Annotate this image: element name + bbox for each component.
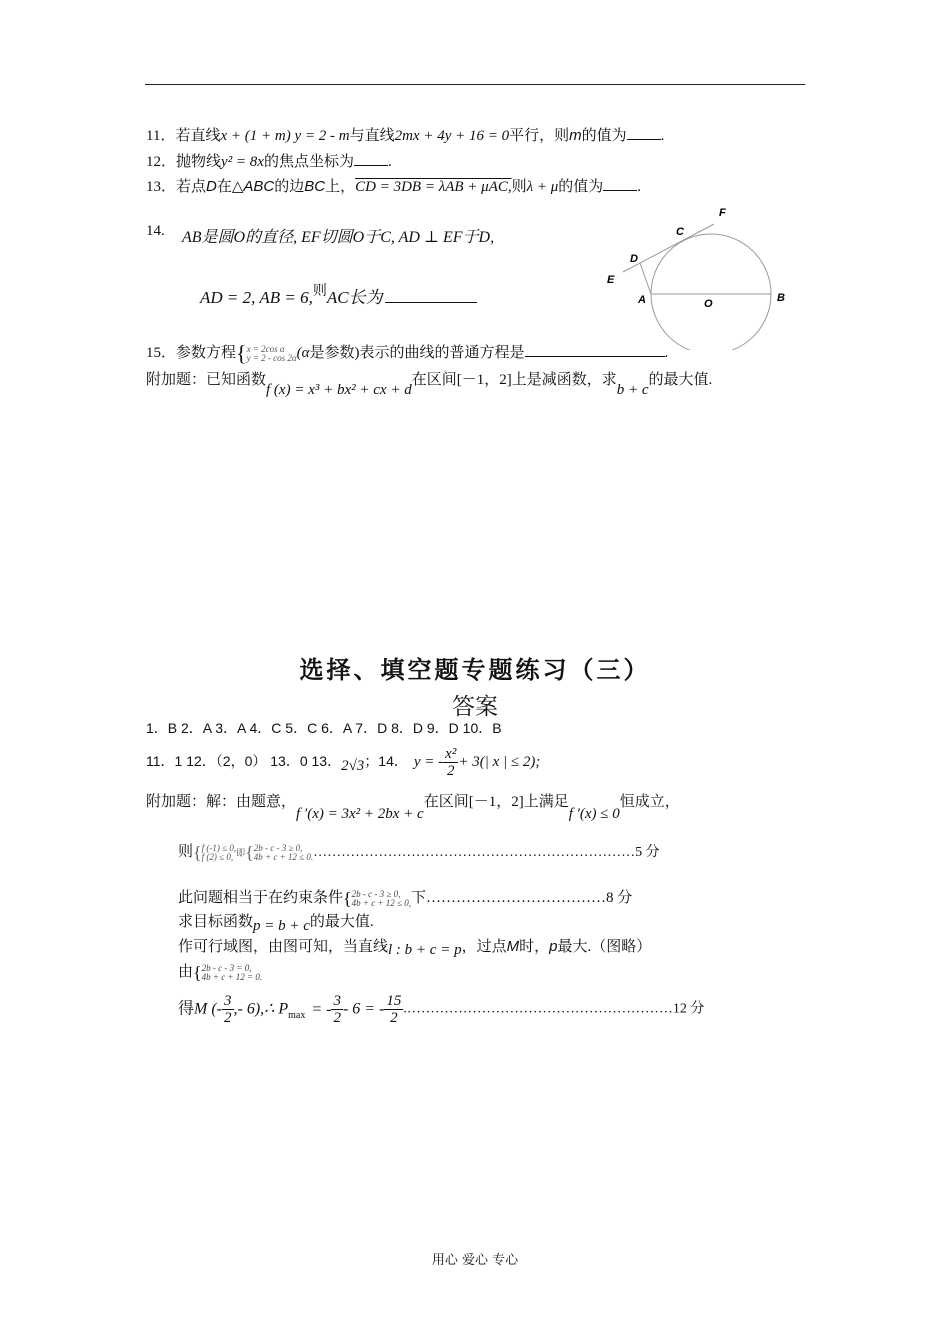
fraction-denominator: 2 [333, 1010, 341, 1026]
question-text: 的边 [274, 179, 305, 195]
solution-line-7 [178, 993, 704, 1026]
solution-text: 时， [519, 939, 550, 955]
answer-text: ；14． [364, 752, 408, 769]
fraction-denominator: 2 [390, 1010, 398, 1026]
math-expression: x + (1 + m) y = 2 - m [220, 128, 350, 144]
question-text: 则 [511, 179, 527, 195]
math-expression: b + c [616, 382, 649, 398]
math-expression: l : b + c = p [388, 942, 462, 958]
parametric-system [247, 345, 297, 363]
question-number: 14. [146, 223, 165, 239]
fraction-numerator: 3 [333, 993, 341, 1009]
system-line: 4b + c + 12 ≤ 0, [351, 897, 411, 908]
question-13 [146, 176, 641, 196]
math-expression: AC长为 [326, 288, 383, 307]
answers-line-1: 1．B 2．A 3．A 4．C 5．C 6．A 7．D 8．D 9．D 10．B [146, 720, 502, 736]
equation-system [202, 964, 262, 982]
question-text: . [664, 345, 669, 361]
question-text: 的焦点坐标为 [263, 154, 354, 170]
question-text: 附加题：已知函数 [146, 372, 267, 388]
geometry-figure [590, 200, 800, 350]
question-text: . [660, 128, 665, 144]
question-text: 若点 [176, 179, 207, 195]
question-text: 若直线 [175, 128, 221, 144]
system-line: 2b - c - 3 ≥ 0, [253, 842, 303, 853]
math-variable: p [549, 938, 558, 955]
system-line: 4b + c + 12 = 0. [201, 971, 263, 982]
label-o: O [704, 298, 713, 310]
question-15 [146, 340, 669, 366]
label-b: B [777, 292, 785, 304]
page-title: 选择、填空题专题练习（三） [299, 656, 651, 684]
brace-symbol: { [193, 842, 202, 863]
header-rule [145, 84, 805, 85]
fraction-denominator: 2 [447, 763, 455, 779]
solution-text: 最大.（图略） [557, 939, 652, 955]
label-f: F [719, 207, 726, 219]
answer-blank [525, 342, 665, 357]
question-text: 平行，则 [509, 128, 570, 144]
solution-text: 得 [178, 1000, 195, 1018]
math-expression: f (x) = x³ + bx² + cx + d [266, 382, 412, 398]
math-expression: p = b + c [253, 918, 310, 934]
question-text: 与直线 [349, 128, 395, 144]
system-line: y = 2 - cos 2α [246, 352, 297, 363]
label-e: E [607, 274, 615, 286]
brace-symbol: { [343, 888, 352, 909]
system-line: 2b - c - 3 ≥ 0, [351, 888, 401, 899]
fraction [443, 746, 458, 779]
circle-o [651, 234, 771, 350]
question-text: 抛物线 [176, 154, 222, 170]
math-expression: 2mx + 4y + 16 = 0 [394, 128, 510, 144]
label-c: C [676, 226, 684, 238]
solution-text: 作可行域图，由图可知，当直线 [178, 939, 389, 955]
question-number: 12． [146, 154, 177, 170]
math-expression: y = - [413, 753, 444, 770]
solution-text: 即 [236, 848, 246, 858]
segment-ad [640, 263, 651, 294]
solution-text: 恒成立， [619, 794, 680, 810]
fraction-denominator: 2 [224, 1010, 232, 1026]
fraction-numerator: x² [445, 746, 457, 762]
math-expression: ,- 6),∴ P [233, 1000, 289, 1018]
question-12 [146, 151, 392, 171]
question-number: 11． [146, 128, 176, 144]
question-number: 13． [146, 179, 177, 195]
math-variable: M [506, 938, 520, 955]
solution-line-4 [178, 913, 374, 934]
system-line: f (-1) ≤ 0, [201, 842, 237, 853]
answer-blank [354, 151, 388, 166]
system-line: 2b - c - 3 = 0, [201, 962, 252, 973]
math-expression: y² = 8x [221, 154, 264, 170]
question-text: . [637, 179, 642, 195]
condition-system [202, 844, 236, 862]
question-text: 的值为 [558, 179, 604, 195]
page-subtitle: 答案 [452, 694, 498, 720]
solution-line-2 [178, 843, 660, 862]
fraction-numerator: 15 [386, 993, 402, 1009]
question-number: 15． [146, 345, 177, 361]
system-line: 4b + c + 12 ≤ 0. [253, 851, 314, 862]
question-14-number [146, 222, 165, 240]
math-variable: D [206, 178, 217, 195]
system-line: x = 2cos α [246, 343, 285, 354]
math-expression: M (- [194, 1000, 222, 1018]
math-expression: - 6 = - [342, 1000, 385, 1018]
math-expression: AD = 2, AB = 6, [200, 288, 313, 307]
math-expression: λ + μ [526, 179, 559, 195]
score-marker: ……………………………………………………………5 分 [313, 845, 660, 860]
solution-text: 在区间[－1，2]上满足 [423, 794, 569, 810]
brace-symbol: { [245, 842, 254, 863]
math-expression: + 3(| x | ≤ 2); [458, 753, 541, 770]
answer-text: 11．1 12．（2，0） 13．0 13． [146, 752, 342, 769]
answer-blank [603, 176, 637, 191]
solution-line-3 [178, 889, 632, 908]
brace-symbol: { [236, 340, 247, 366]
answer-blank [627, 125, 661, 140]
solution-line-1 [146, 793, 680, 822]
fraction [384, 993, 403, 1026]
question-text: 的最大值. [648, 372, 713, 388]
math-subscript: max [288, 1009, 306, 1021]
question-text: 在区间[－1，2]上是减函数，求 [411, 372, 617, 388]
label-a: A [638, 294, 646, 306]
brace-symbol: { [193, 962, 202, 983]
solution-text: 附加题：解：由题意， [146, 794, 297, 810]
math-variable: BC [304, 178, 326, 195]
bonus-question [146, 371, 713, 398]
solution-text: ，过点 [461, 939, 507, 955]
question-14-line1: AB是圆O的直径, EF切圆O于C, AD ⊥ EF于D, [182, 229, 495, 246]
question-text: 上， [325, 179, 356, 195]
question-text: 参数方程 [176, 345, 237, 361]
math-expression: 2√3 [341, 757, 365, 774]
math-variable: m [569, 127, 582, 144]
math-expression: f ′(x) = 3x² + 2bx + c [296, 806, 424, 822]
solution-text: 求目标函数 [178, 914, 254, 930]
question-text: 的值为 [581, 128, 627, 144]
question-14-line2 [200, 283, 477, 308]
math-variable: ABC [243, 178, 275, 195]
question-text: 是参数)表示的曲线的普通方程是 [309, 345, 525, 361]
page-footer: 用心 爱心 专心 [431, 1253, 519, 1268]
question-11 [146, 125, 664, 145]
math-expression: = - [311, 1000, 332, 1018]
condition-system [254, 844, 313, 862]
math-expression: f ′(x) ≤ 0 [568, 806, 620, 822]
answer-blank [385, 302, 477, 303]
solution-line-6 [178, 963, 262, 982]
question-text: 在△ [216, 179, 244, 195]
score-marker: .…………………………………………………12 分 [403, 1001, 705, 1017]
solution-text: 则 [178, 844, 194, 860]
label-d: D [630, 253, 638, 265]
solution-text: 的最大值. [309, 914, 374, 930]
question-text: . [387, 154, 392, 170]
score-marker: 下………………………………8 分 [411, 890, 633, 906]
fraction-numerator: 3 [224, 993, 232, 1009]
system-line: f (2) ≤ 0, [201, 851, 234, 862]
question-text: 则 [312, 284, 327, 299]
math-variable: (α [296, 345, 310, 361]
math-expression: CD = 3DB = λAB + μAC, [355, 179, 512, 195]
answers-line-2 [146, 746, 540, 779]
fraction [222, 993, 234, 1026]
solution-text: 此问题相当于在约束条件 [178, 890, 344, 906]
constraint-system [352, 890, 411, 908]
fraction [331, 993, 343, 1026]
solution-text: 由 [178, 964, 194, 980]
solution-line-5 [178, 938, 651, 956]
